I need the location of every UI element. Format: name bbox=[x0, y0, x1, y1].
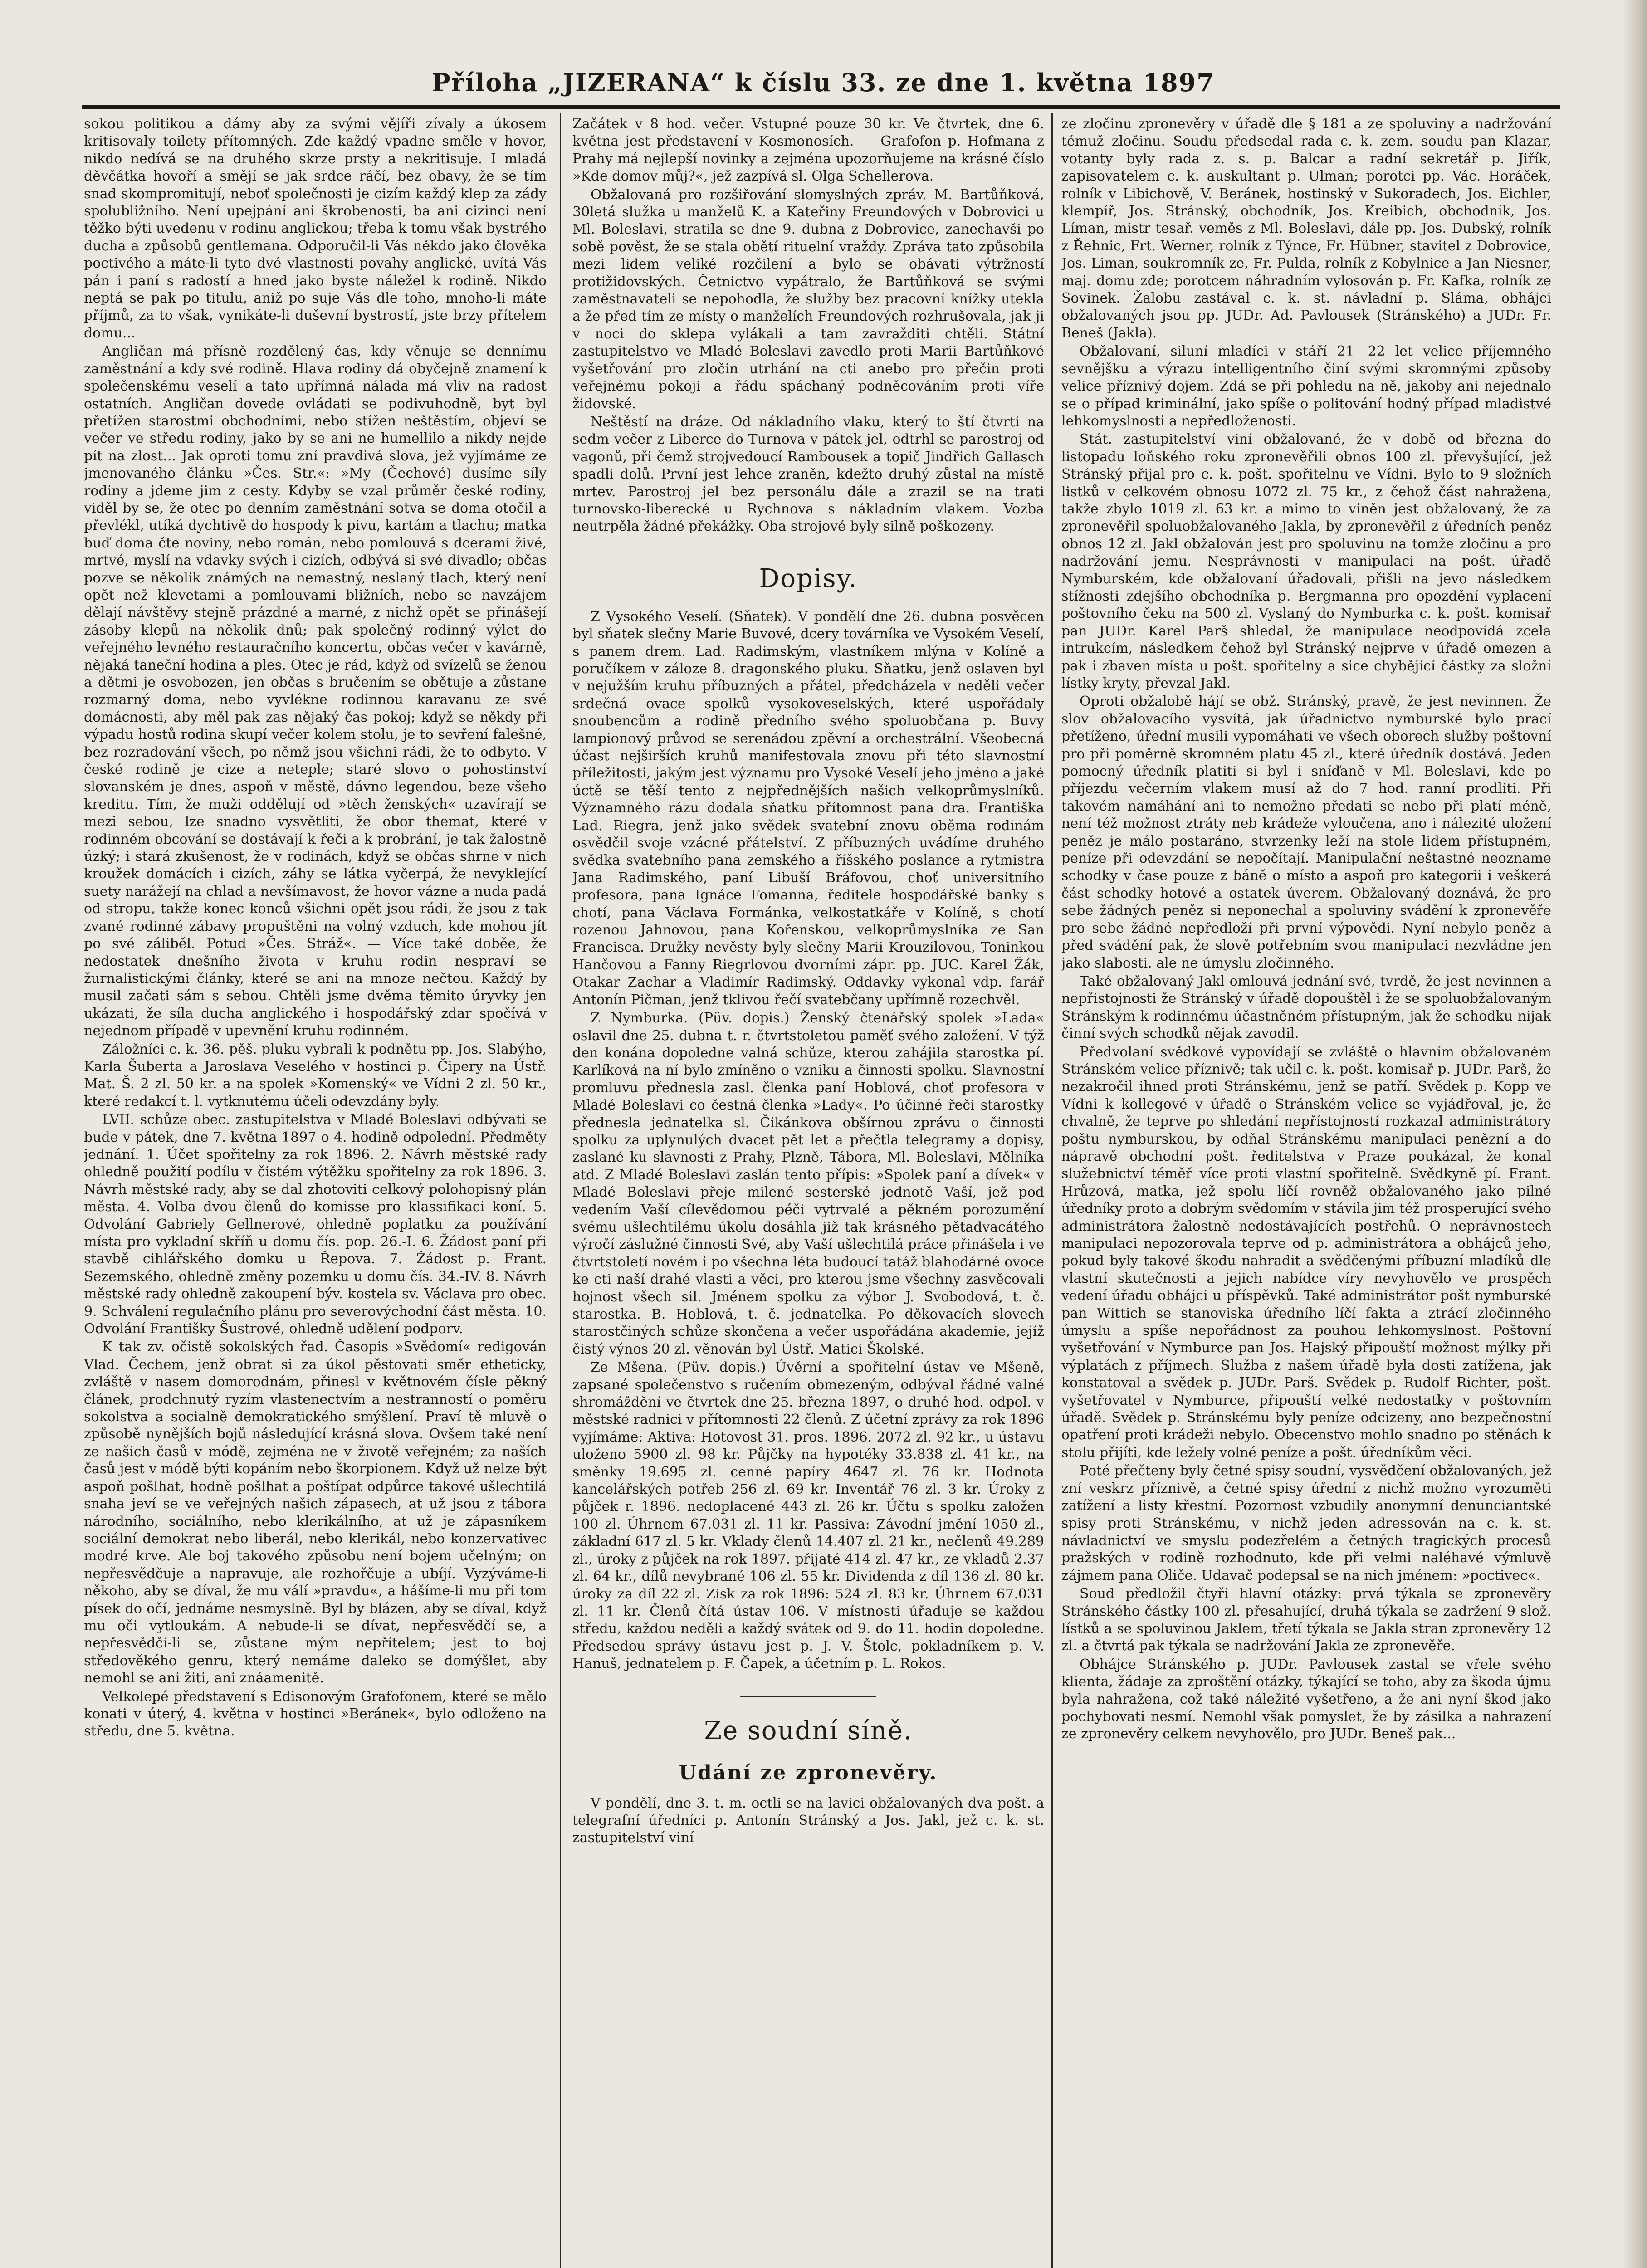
article-paragraph: Záložníci c. k. 36. pěš. pluku vybrali k podnětu pp. Jos. Slabýho, Karla Šuberta a Jaroslava Veselého v hostinci p. Čipery na Ústř. Mat. Š. 2 zl. 50 kr. a na spolek »Komenský« ve Vídni 2 zl. 50 kr., které redakcí t. l. vytknutému účeli odevzdány byly. bbox=[84, 1041, 547, 1110]
article-paragraph: Začátek v 8 hod. večer. Vstupné pouze 30 kr. Ve čtvrtek, dne 6. května jest představení v Kosmonosích. — Grafofon p. Hofmana z Prahy má nejlepší novinky a zejména upozorňujeme na krásné číslo »Kde domov můj?«, jež zazpívá sl. Olga Schellerova. bbox=[572, 116, 1044, 185]
article-paragraph: sokou politikou a dámy aby za svými vějíři zívaly a úkosem kritisovaly toilety přítomných. Zde každý vpadne směle v hovor, nikdo nedívá se na druhého skrze prsty a nekritisuje. I mladá děvčátka hovoří a smějí se jak srdce ráčí, bez obavy, že se tím snad skompromitují, neboť společnosti je cizím každý klep za zády spolubližního. Není upejpání ani škrobenosti, ba ani cizinci není těžko býti uvedenu v rodinu anglickou; třeba k tomu však bystrého ducha a způsobů gentlemana. Odporučil-li Vás někdo jako člověka poctivého a máte-li tyto dvé vlastnosti povahy anglické, uvítá Vás pán i paní s radostí a hned jako byste náležel k rodině. Nikdo neptá se pak po titulu, aniž po suje Vás dle toho, mnoho-li máte příjmů, za to však, vynikáte-li duševní bystrostí, jste brzy přítelem domu... bbox=[84, 116, 547, 341]
subsection-title: Udání ze zpronevěry. bbox=[679, 1761, 938, 1784]
column-3 bbox=[1061, 116, 1551, 2268]
article-paragraph: Neštěstí na dráze. Od nákladního vlaku, který to ští čtvrti na sedm večer z Liberce do Turnova v pátek jel, odtrhl se parostroj od vagonů, při čemž strojvedoucí Rambousek a topič Jindřich Gallasch spadli dolů. První jest lehce zraněn, kdežto druhý zůstal na místě mrtev. Parostroj jel bez personálu dále a zrazil se na trati turnovsko-liberecké u Rychnova s nákladním vlakem. Vozba neutrpěla žádné překážky. Oba strojové byly silně poškozeny. bbox=[572, 414, 1044, 535]
article-paragraph: K tak zv. očistě sokolských řad. Časopis »Svědomí« redigován Vlad. Čechem, jenž obrat si za úkol pěstovati směr etheticky, zvláště v nasem domorodnám, přinesl v květnovém čísle pěkný článek, prodchnutý ryzím vlastenectvím a nestranností o poměru sokolstva a socialně demokratického smýšlení. Praví tě mluvě o způsobě nynějších bojů následující krásná slova. Ovšem také není ze našich časů v módě, zejména ne v životě veřejném; za naších časů jest v módě býti kopáním nebo škorpionem. Když už nelze být aspoň pošlhat, hodně pošlhat a poštípat odpůrce takové ušlechtilá snaha jeví se ve veřejných našich zápasech, at už jsou z tábora národního, sociálního, nebo klerikálního, at už je zápasníkem sociální demokrat nebo liberál, nebo klerikál, nebo konzervativec modré krve. Ale boj takového způsobu není bojem učelným; on nepřesvědčuje a napravuje, ale rozhořčuje a ubíjí. Vyzýváme-li někoho, aby se díval, že mu válí »pravdu«, a hášíme-li mu při tom písek do očí, jednáme nesmyslně. Byl by blázen, aby se díval, když mu oči vytloukám. A nebude-li se dívat, nepřesvědčí se, a nepřesvědčí-li se, zůstane mým nepřítelem; jest to boj středověkého genru, který nemáme daleko se domýšlet, aby nemohl se ani žiti, ani znáamenitě. bbox=[84, 1339, 547, 1686]
section-title-soud: Ze soudní síně. bbox=[704, 1716, 913, 1745]
page-header: Příloha „JIZERANA“ k číslu 33. ze dne 1. května 1897 bbox=[432, 68, 1215, 97]
article-paragraph: Stát. zastupitelství viní obžalované, že v době od března do listopadu loňského roku zpronevěřili obnos 100 zl. převyšující, jež Stránský přijal pro c. k. pošt. spořitelnu ve Vídni. Bylo to 9 složních listků v celkovém obnosu 1072 zl. 75 kr., z čehož část nahražena, takže zbylo 1019 zl. 63 kr. a mimo to viněn jest obžalovaný, že za zpronevěřil spoluobžalovaného Jakla, by zpronevěřil z úředních peněz obnos 12 zl. Jakl obžalován jest pro spoluvinu na tomže zločinu a pro nadržování jemu. Nesprávnosti v manipulaci na pošt. úřadě Nymburském, kde obžalovaní úřadovali, přišli na jevo následkem stížnosti zdejšího obchodníka p. Bergmanna pro opozdění vyplacení poštovního čeku na 500 zl. Vyslaný do Nymburka c. k. pošt. komisař pan JUDr. Karel Parš shledal, že manipulace neodpovídá zcela intrukcím, následkem čehož byl Stránský nejprve v úřadě omezen a pak i zbaven místa u pošt. spořitelny a sice chybějící částky za složní lístky kryty, převzal Jakl. bbox=[1061, 431, 1551, 691]
column-2 bbox=[572, 116, 1044, 2268]
article-paragraph: Oproti obžalobě hájí se obž. Stránský, pravě, že jest nevinnen. Že slov obžalovacího vysvítá, jak úřadnictvo nymburské bylo prací přetíženo, úřední musili vypomáhati ve všech oborech služby poštovní pro při poměrně skromném platu 45 zl., které úředník dostává. Jeden pomocný úředník platiti si byl i sníďaně v Ml. Boleslavi, kde po příjezdu večerním vlakem musí až do 7 hod. ranní prodliti. Při takovém namáhání ani to nemožno předati se nebo při platí méně, není též možnost ztráty neb krádeže vyloučena, ano i nálezité uložení peněz je málo postaráno, stvrzenky leží na stole lidem přístupném, peníze při odevzdání se nepočítají. Manipulační neštastné neozname schodky v čase pouze z báně o místo a aspoň pro kategorii i veškerá část schodky hotové a ostatek úverem. Obžalovaný doznává, že pro sebe žádných peněz si neponechal a spoluviny svádění k zpronevěře pro sebe žádné nepředloží při první výpovědi. Nyní nebylo peněz a před svádění pak, že slově potřebním svou manipulaci nezvládne jen jako slabosti. ale ne úmyslu zločinného. bbox=[1061, 694, 1551, 971]
article-paragraph: Obhájce Stránského p. JUDr. Pavlousek zastal se vřele svého klienta, žádaje za zproštění otázky, týkající se toho, aby za škoda újmu byla nahražena, což také náležité vyšetřeno, a že ani nyní škod jako pochybovati nesmí. Nemohl však pomyslet, že by zásilka a nahrazení ze zpronevěry celkem nevyhovělo, pro JUDr. Beneš pak... bbox=[1061, 1656, 1551, 1742]
section-divider bbox=[740, 1696, 876, 1697]
article-paragraph: Předvolaní svědkové vypovídají se zvláště o hlavním obžalovaném Stránském velice příznivě; tak učil c. k. pošt. komisař p. JUDr. Parš, že nezakročil ihned proti Stránskému, jenž se patří. Svědek p. Kopp ve Vídni k kollegové v úřadě o Stránském velice se vyjádřoval, je, že chvalně, že teprve po shledání nepřístojností rozkazal administrátory poštu nymburskou, by odňal Stránskému manipulaci penězní a do nápravě obchodní pošt. ředitelstva v Praze poukázal, že konal služebnictví téměř více proti vlastní spořitelně. Svědkyně pí. Frant. Hrůzová, matka, jež spolu líčí rovněž obžalovaného jako pilné úředníky proto a dobrým svědomím v stávila jim též prosperující svého administrátora žalostně nedostávajících postřehů. O neprávnostech manipulaci nepozorovala teprve od p. administrátora a obhájců jeho, pokud byly takové škodu nahradit a svědčenými příbuzní mladíků dle vlastní skutečnosti a jejich nabídce víry nevyhovělo ve prospěch vedení úřadu obhájci u příspěvků. Také administrátor pošt nymburské pan Wittich se stanoviska úředního líčí fakta a ztrácí zločinného úmyslu a spíše nepořádnost za pouhou lehkomyslnost. Poštovní vyšetřování v Nymburce pan Jos. Hajský připouští možnost mýlky při výplatách z příjmech. Služba z našem úřadě byla dosti zatížena, jak konstatoval a svědek p. JUDr. Parš. Svědek p. Rudolf Richter, pošt. vyšetřovatel v Nymburce, připouští velké nedostatky v poštovním úřadě. Svědek p. Stránskému byly peníze odcizeny, ano bezpečnostní opatření proti krádeži nebylo. Obecenstvo mohlo snadno po stěnách k stolu přijíti, kde ležely volné peníze a pošt. úředníkům věci. bbox=[1061, 1044, 1551, 1461]
article-paragraph: Angličan má přísně rozdělený čas, kdy věnuje se dennímu zaměstnání a kdy své rodině. Hlava rodiny dá obyčejně znamení k společenskému veselí a tato upřímná nálada má vliv na radost ostatních. Angličan dovede ovládati se podivuhodně, byt byl přetížen starostmi obchodními, nebo stížen neštěstím, objeví se večer ve středu rodiny, jako by se ani ne humellilo a nikdy nejde pít na zlost... Jak oproti tomu zní pravdivá slova, jež vyjímáme ze jmenovaného článku »Čes. Str.«: »My (Čechové) dusíme síly rodiny a jdeme jim z cesty. Kdyby se vzal průměr české rodiny, viděl by se, že otec po denním zaměstnání sotva se doma otočil a převlékl, utíká dychtivě do hospody k pivu, kartám a tlachu; matka buď doma čte noviny, nebo román, nebo pomlouvá s dcerami živé, mrtvé, myslí na vdavky svých i cizích, odbývá si své divadlo; občas pozve se několik známých na nemastný, neslaný tlach, který není opět než klevetami a pomlouvami bližních, nebo se navzájem dělají návštěvy stejně prázdné a marné, z nichž opět se přinášejí zásoby klepů na několik dnů; pak společný rodinný výlet do veřejného levného restauračního koncertu, občas večer v kavárně, nějaká taneční hodina a ples. Otec je rád, když od svízelů se ženou a dětmi je osvobozen, jen občas s bručením se obětuje a zůstane rozmarný doma, nebo vyvlékne rodinnou karavanu ze své domácnosti, aby měl pak zas nějaký čas pokoj; když se někdy při výpadu hostů rodina skupí večer kolem stolu, je to sevření falešné, bez rozradování všech, po němž jsou všichni rádi, že to odbyto. V české rodině je cize a neteple; staré slovo o pohostinství slovanském je dnes, aspoň v městě, dávno legendou, beze všeho kreditu. Tím, že muži oddělují od »těch ženských« uzavírají se mezi sebou, lze snadno vysvětliti, že obor themat, které v rodinném obcování se dostávají k řeči a k probrání, je tak žalostně úzký; i stará zkušenost, že v rodinách, když se občas shrne v nich kroužek domácích i cizích, záhy se látka vyčerpá, že nevyklející suety narážejí na chlad a nevšímavost, že hovor vázne a nuda padá od stropu, takže konec konců všichni opět jsou rádi, že jsou z tak zvané rodinné zábavy propuštěni na volný vzduch, kde mohou jít po své záliběl. Potud »Čes. Stráž«. — Více také doběe, že nedostatek dnešního života v kruhu rodin nespraví se žurnalistickými články, které se ani na mnoze nečtou. Každý by musil začati sám s sebou. Chtěli jsme dvěma těmito úryvky jen ukázati, že síla ducha anglického i hospodářský zdar spočívá v nejednom případě v upevnění kruhu rodinném. bbox=[84, 343, 547, 1039]
column-divider-1 bbox=[560, 113, 561, 2268]
article-paragraph: Obžalovaní, siluní mladíci v stáří 21—22 let velice příjemného sevnějšku a výrazu intelligentního činí svými skromnými způsoby velice příznivý dojem. Zdá se při pohledu na ně, jakoby ani nejednalo se o případ kriminální, jako spíše o politování hodný případ mladistvé lehkomyslnosti a nepředloženosti. bbox=[1061, 343, 1551, 429]
header-rule bbox=[82, 105, 1560, 109]
column-divider-2 bbox=[1051, 113, 1053, 2268]
article-paragraph: LVII. schůze obec. zastupitelstva v Mladé Boleslavi odbývati se bude v pátek, dne 7. května 1897 o 4. hodině odpolední. Předměty jednání. 1. Účet spořitelny za rok 1896. 2. Návrh městské rady ohledně použití podílu v čistém výtěžku spořitelny za rok 1896. 3. Návrh městské rady, aby se dal zhotoviti celkový polohopisný plán města. 4. Volba dvou členů do komisse pro klassifikaci koní. 5. Odvolání Gabriely Gellnerové, ohledně poplatku za používání místa pro vykladní skříň u domu čís. pop. 26.-I. 6. Žádost paní při stavbě cihlářského domku u Řepova. 7. Žádost p. Frant. Sezemského, ohledně změny pozemku u domu čís. 34.-IV. 8. Návrh městské rady ohledně zakoupení býv. kostela sv. Václava pro obec. 9. Schválení regulačního plánu pro severovýchodní část města. 10. Odvolání Františky Šustrové, ohledně udělení podporv. bbox=[84, 1112, 547, 1337]
page-edge bbox=[1622, 0, 1647, 2268]
article-paragraph: Z Nymburka. (Püv. dopis.) Ženský čtenářský spolek »Lada« oslavil dne 25. dubna t. r. čtvrtstoletou paměť svého založení. V týž den konána dopoledne valná schůze, kterou zahájila starostka pí. Karlíková na ní bylo zmíněno o vzniku a činnosti spolku. Slavnostní promluvu přednesla zasl. členka paní Hoblová, choť profesora v Mladé Boleslavi co čestná členka »Lady«. Po účinné řeči starostky přednesla jednatelka sl. Čikánkova obšírnou zprávu o činnosti spolku za uplynulých dvacet pět let a přečtla telegramy a dopisy, zaslané ku slavnosti z Prahy, Plzně, Tábora, Ml. Boleslavi, Mělníka atd. Z Mladé Boleslavi zaslán tento přípis: »Spolek paní a dívek« v Mladé Boleslavi přeje milené sesterské jednotě Vaší, jež pod vedením Vaší cílevědomou péči vytrvalé a pěkném porozumění svému ušlechtilému úkolu dosáhla již tak krásného pětadvacátého výročí záslužné činnosti Své, aby Vaší ušlechtilá práce přinášela i ve čtvrtstoletí novém i po všechna léta budoucí tatáž blahodárné ovoce ke cti naší drahé vlasti a věci, pro kterou jsme všechny zasvěcovali hojnost všech sil. Jménem spolku za výbor J. Svobodová, t. č. starostka. B. Hoblová, t. č. jednatelka. Po děkovacích slovech starostčiných schůze skončena a večer uspořádána akademie, jejíž čistý výnos 20 zl. věnován byl Ústř. Matici Školské. bbox=[572, 1010, 1044, 1357]
article-paragraph: Poté přečteny byly četné spisy soudní, vysvědčení obžalovaných, jež zní veskrz příznivě, a četné spisy úřední z nichž možno vyrozuměti zatížení a listy křestní. Pozornost vzbudily anonymní denunciantské spisy proti Stránskému, v nichž jeden adressován na c. k. st. návladnictví ve smyslu podezřelém a četných tragických procesů pražských v rodině rozhodnuto, kde při velmi naléhavé výmluvě zájmem pana Oliče. Udavač podepsal se na nich jménem: »poctivec«. bbox=[1061, 1463, 1551, 1584]
article-paragraph: ze zločinu zpronevěry v úřadě dle § 181 a ze spoluviny a nadržování témuž zločinu. Soudu předsedal rada c. k. zem. soudu pan Klazar, votanty byly rada z. s. p. Balcar a radní sekretář p. Jiřík, zapisovatelem c. k. auskultant p. Ulman; porotci pp. Vác. Horáček, rolník v Libichově, V. Beránek, hostinský v Sukoradech, Jos. Eichler, klempíř, Jos. Stránský, obchodník, Jos. Kreibich, obchodník, Jos. Líman, mistr tesař. veměs z Ml. Boleslavi, dále pp. Jos. Dubský, rolník z Řehnic, Frt. Werner, rolník z Týnce, Fr. Hübner, stavitel z Dobrovice, Jos. Liman, soukromník ze, Fr. Pulda, rolník z Kobylnice a Jan Niesner, maj. domu zde; porotcem náhradním vylosován p. Fr. Kafka, rolník ze Sovinek. Žalobu zastával c. k. st. návladní p. Sláma, obhájci obžalovaných jsou pp. JUDr. Ad. Pavlousek (Stránského) a JUDr. Fr. Beneš (Jakla). bbox=[1061, 116, 1551, 341]
section-title-dopisy: Dopisy. bbox=[759, 563, 858, 593]
column-1 bbox=[84, 116, 547, 2268]
article-paragraph: Soud předložil čtyři hlavní otázky: prvá týkala se zpronevěry Stránského částky 100 zl. přesahující, druhá týkala se zadržení 9 slož. lístků a se spoluvinou Jaklem, třetí týkala se Jakla stran zpronevěry 12 zl. a čtvrtá pak týkala se nadržování Jakla ze zpronevěře. bbox=[1061, 1586, 1551, 1654]
article-paragraph: Obžalovaná pro rozšiřování slomyslných zpráv. M. Bartůňková, 30letá služka u manželů K. a Kateřiny Freundových v Dobrovici u Ml. Boleslavi, stratila se dne 9. dubna z Dobrovice, zanechavši po sobě pověst, že se stala obětí rituelní vraždy. Zpráva tato způsobila mezi lidem veliké rozčilení a bylo se obávati výtržností protižidovských. Četnictvo vypátralo, že Bartůňková se svými zaměstnavateli se nepohodla, že služby bez pracovní knížky utekla a že před tím ze místy o manželích Freundových rozhrušovala, jak ji v noci do sklepa vylákali a tam zavražditi chtěli. Státní zastupitelstvo ve Mladé Boleslavi zavedlo proti Marii Bartůňkové vyšetřování pro zločin utrhání na cti anebo pro přečin proti veřejnému pokoji a řádu spáchaný podněcováním proti víře židovské. bbox=[572, 186, 1044, 412]
article-paragraph: Velkolepé představení s Edisonovým Grafofonem, které se mělo konati v úterý, 4. května v hostinci »Beránek«, bylo odloženo na středu, dne 5. května. bbox=[84, 1688, 547, 1740]
article-paragraph: Ze Mšena. (Püv. dopis.) Úvěrní a spořitelní ústav ve Mšeně, zapsané společenstvo s ručením obmezeným, odbýval řádné valné shromáždění ve čtvrtek dne 25. března 1897, o druhé hod. odpol. v městské radnici v přítomnosti 22 členů. Z účetní zprávy za rok 1896 vyjímáme: Aktiva: Hotovost 31. pros. 1896. 2072 zl. 92 kr., u ústavu uloženo 5900 zl. 98 kr. Půjčky na hypotéky 33.838 zl. 41 kr., na směnky 19.695 zl. cenné papíry 4647 zl. 76 kr. Hodnota kancelářských potřeb 256 zl. 69 kr. Inventář 76 zl. 3 kr. Úroky z půjček r. 1896. nedoplacené 443 zl. 26 kr. Účtu s spolku založen 100 zl. Úhrnem 67.031 zl. 11 kr. Passiva: Závodní jmění 1050 zl., základní 617 zl. 5 kr. Vklady členů 14.407 zl. 21 kr., nečlenů 49.289 zl., úroky z půjček na rok 1897. přijaté 414 zl. 47 kr., ze vkladů 2.37 zl. 64 kr., dílů nevybrané 106 zl. 55 kr. Dividenda z díl 136 zl. 80 kr. úroky za díl 22 zl. Zisk za rok 1896: 524 zl. 83 kr. Úhrnem 67.031 zl. 11 kr. Členů čítá ústav 106. V místnosti úřaduje se každou středu, každou neděli a každý svátek od 9. do 11. hodin dopoledne. Předsedou správy ústavu jest p. J. V. Štolc, pokladníkem p. V. Hanuš, jednatelem p. F. Čapek, a účetním p. L. Rokos. bbox=[572, 1359, 1044, 1672]
article-paragraph: Také obžalovaný Jakl omlouvá jednání své, tvrdě, že jest nevinnen a nepřistojnosti že Stránský v úřadě dopouštěl i že se spoluobžalovaným Stránským k rodinnému účastněném přístupným, jak že schodku nijak činní svých schodků nějak zavodil. bbox=[1061, 973, 1551, 1042]
article-paragraph: Z Vysokého Veselí. (Sňatek). V pondělí dne 26. dubna posvěcen byl sňatek slečny Marie Buvové, dcery továrníka ve Vysokém Veselí, s panem drem. Lad. Radimským, vlastníkem mlýna v Kolíně a poručíkem v záloze 8. dragonského pluku. Sňatku, jenž oslaven byl v nejužším kruhu příbuzných a přátel, předcházela v neděli večer srdečná ovace spolků vysokoveselských, které uspořádaly snoubencům a rodině předního svého spoluobčana p. Buvy lampionový průvod se serenádou zpěvní a orchestrální. Všeobecná účast nejširších kruhů manifestovala znovu při této slavnostní příležitosti, jakým jest významu pro Vysoké Veselí jeho jméno a jaké úctě se těší tento z nejpřednějších našich velkoprůmyslníků. Významného rázu dodala sňatku přítomnost pana dra. Františka Lad. Riegra, jenž jako svědek svatební znovu oběma rodinám osvědčil svoje vzácné přátelství. Z příbuzných uvádíme druhého svědka svatebního pana zemského a říšského poslance a rytmistra Jana Radimského, paní Libuší Bráfovou, choť universitního profesora, pana Ignáce Fomanna, ředitele hospodářské banky s chotí, pana Václava Formánka, velkostatkáře v Kolíně, s chotí rozenou Jahnovou, pana Kořenskou, velkoprůmyslníka ze San Francisca. Družky nevěsty byly slečny Marii Krouzilovou, Toninkou Hančovou a Fanny Riegrlovou dvorními zápr. pp. JUC. Karel Žák, Otakar Zachar a Vladimír Radimský. Oddavky vykonal vdp. farář Antonín Pičman, jenž tklivou řečí svatebčany upřímně rozechvěl. bbox=[572, 608, 1044, 1008]
article-paragraph: V pondělí, dne 3. t. m. octli se na lavici obžalovaných dva pošt. a telegrafní úředníci p. Antonín Stránský a Jos. Jakl, jež c. k. st. zastupitelství viní bbox=[572, 1795, 1044, 1846]
